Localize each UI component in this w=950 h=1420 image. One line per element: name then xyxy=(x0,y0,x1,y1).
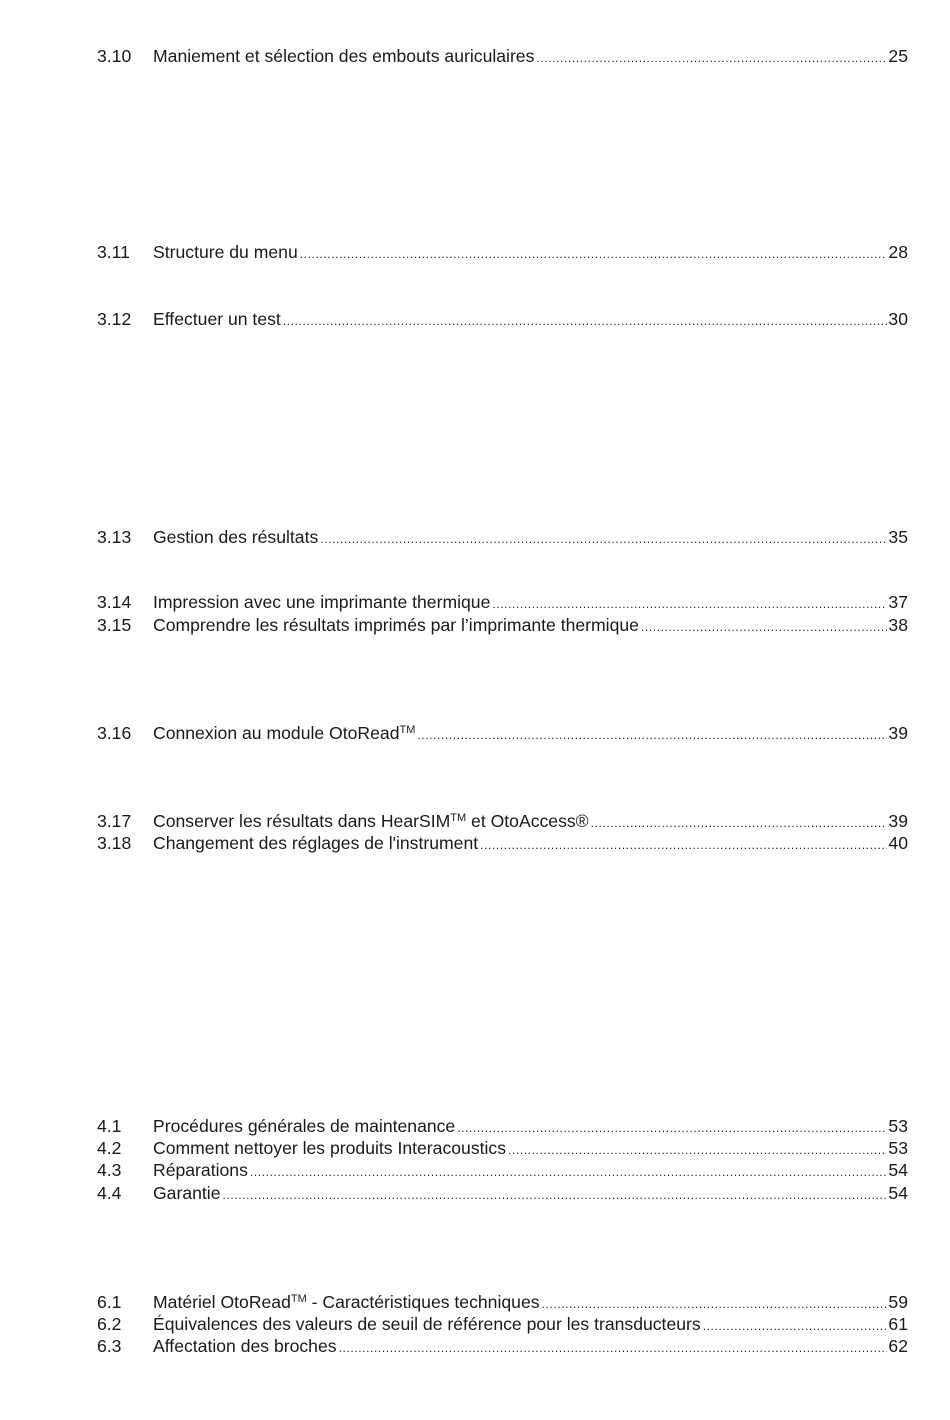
toc-number: 6.2 xyxy=(97,1314,122,1334)
toc-entry-3-12[interactable] xyxy=(97,308,908,330)
toc-page-number: 35 xyxy=(888,527,908,547)
dot-leader xyxy=(480,834,887,856)
toc-entry-6-2[interactable] xyxy=(97,1313,908,1335)
toc-entry-3-10[interactable] xyxy=(97,45,908,67)
toc-title: Matériel OtoRead™ - Caractéristiques techniques xyxy=(153,1292,540,1312)
toc-number: 3.14 xyxy=(97,592,132,612)
toc-title: Gestion des résultats xyxy=(153,527,319,547)
toc-number: 4.4 xyxy=(97,1183,122,1203)
toc-page-number: 37 xyxy=(888,592,908,612)
dot-leader xyxy=(250,1161,888,1183)
trademark-superscript: TM xyxy=(290,1293,307,1305)
toc-page-number: 54 xyxy=(888,1160,908,1180)
toc-title: Conserver les résultats dans HearSIM™ et OtoAccess® xyxy=(153,811,589,831)
toc-page-number: 59 xyxy=(888,1292,908,1312)
toc-number: 4.3 xyxy=(97,1160,122,1180)
toc-number: 3.15 xyxy=(97,615,132,635)
toc-entry-4-4[interactable] xyxy=(97,1182,908,1204)
dot-leader xyxy=(542,1293,888,1315)
toc-number: 3.13 xyxy=(97,527,132,547)
toc-number: 3.12 xyxy=(97,309,132,329)
toc-title: Connexion au module OtoRead™ xyxy=(153,723,416,743)
dot-leader xyxy=(703,1315,888,1337)
toc-entry-3-14[interactable] xyxy=(97,591,908,613)
dot-leader xyxy=(536,47,887,69)
toc-entry-3-18[interactable] xyxy=(97,832,908,854)
toc-page-number: 39 xyxy=(888,723,908,743)
toc-entry-4-3[interactable] xyxy=(97,1159,908,1181)
toc-entry-4-1[interactable] xyxy=(97,1115,908,1137)
toc-entry-6-1[interactable] xyxy=(97,1291,908,1313)
toc-page-number: 53 xyxy=(888,1138,908,1158)
toc-entry-3-16[interactable] xyxy=(97,722,908,744)
toc-entry-4-2[interactable] xyxy=(97,1137,908,1159)
toc-title: Effectuer un test xyxy=(153,309,281,329)
dot-leader xyxy=(417,724,887,746)
toc-title: Structure du menu xyxy=(153,242,298,262)
trademark-superscript: TM xyxy=(399,724,416,736)
toc-entry-3-11[interactable] xyxy=(97,241,908,263)
dot-leader xyxy=(283,310,888,332)
dot-leader xyxy=(339,1337,888,1359)
toc-title: Comment nettoyer les produits Interacoustics xyxy=(153,1138,507,1158)
toc-page-number: 25 xyxy=(888,46,908,66)
dot-leader xyxy=(641,616,887,638)
toc-page-number: 61 xyxy=(888,1314,908,1334)
toc-entry-3-13[interactable] xyxy=(97,526,908,548)
toc-page-number: 40 xyxy=(888,833,908,853)
toc-page-number: 62 xyxy=(888,1336,908,1356)
dot-leader xyxy=(591,812,888,834)
toc-title: Impression avec une imprimante thermique xyxy=(153,592,491,612)
toc-page-number: 30 xyxy=(888,309,908,329)
toc-page-number: 38 xyxy=(888,615,908,635)
toc-page-number: 28 xyxy=(888,242,908,262)
dot-leader xyxy=(492,593,887,615)
toc-number: 3.17 xyxy=(97,811,132,831)
trademark-superscript: TM xyxy=(450,812,467,824)
toc-title: Comprendre les résultats imprimés par l’imprimante thermique xyxy=(153,615,639,635)
toc-number: 3.10 xyxy=(97,46,132,66)
dot-leader xyxy=(300,243,888,265)
dot-leader xyxy=(320,528,887,550)
toc-number: 4.2 xyxy=(97,1138,122,1158)
toc-number: 4.1 xyxy=(97,1116,122,1136)
dot-leader xyxy=(222,1184,887,1206)
toc-title: Réparations xyxy=(153,1160,248,1180)
toc-number: 6.1 xyxy=(97,1292,122,1312)
toc-number: 3.18 xyxy=(97,833,132,853)
toc-title: Procédures générales de maintenance xyxy=(153,1116,456,1136)
toc-number: 3.11 xyxy=(97,242,130,262)
toc-page-number: 53 xyxy=(888,1116,908,1136)
dot-leader xyxy=(457,1117,887,1139)
toc-title: Maniement et sélection des embouts auriculaires xyxy=(153,46,535,66)
toc-title: Garantie xyxy=(153,1183,221,1203)
toc-entry-3-17[interactable] xyxy=(97,810,908,832)
toc-entry-3-15[interactable] xyxy=(97,614,908,636)
dot-leader xyxy=(508,1139,887,1161)
toc-title: Changement des réglages de l'instrument xyxy=(153,833,479,853)
toc-number: 3.16 xyxy=(97,723,132,743)
toc-title: Affectation des broches xyxy=(153,1336,337,1356)
toc-number: 6.3 xyxy=(97,1336,122,1356)
toc-page-number: 39 xyxy=(888,811,908,831)
toc-title: Équivalences des valeurs de seuil de référence pour les transducteurs xyxy=(153,1314,701,1334)
toc-entry-6-3[interactable] xyxy=(97,1335,908,1357)
toc-page-number: 54 xyxy=(888,1183,908,1203)
